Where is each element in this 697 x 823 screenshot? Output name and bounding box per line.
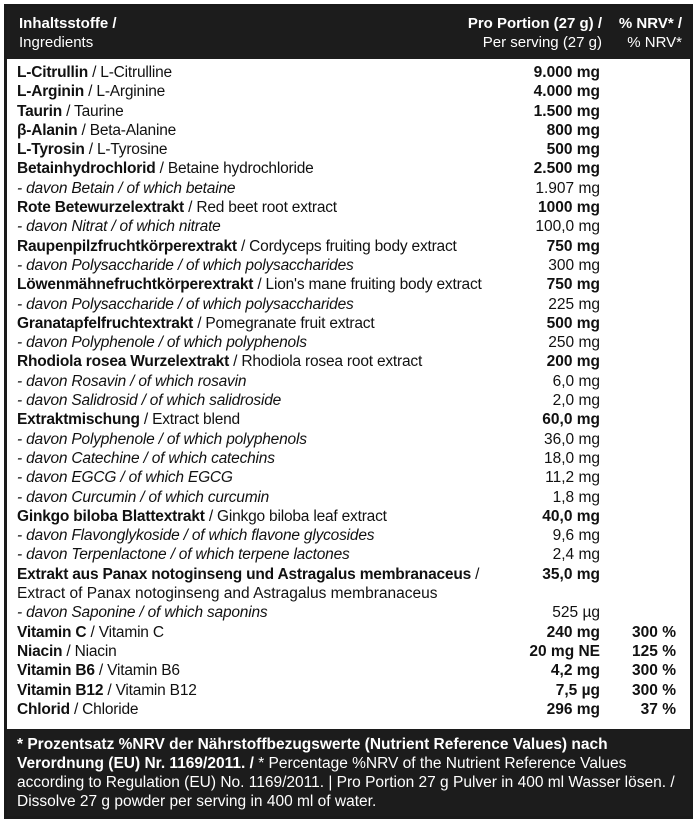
- table-row: [7, 410, 690, 429]
- ingredient-name: [17, 179, 235, 198]
- ingredient-name-de: Chlorid: [17, 700, 70, 718]
- amount-per-serving: 20 mg NE: [529, 642, 600, 660]
- name-separator: /: [471, 565, 480, 583]
- sub-ingredient-label: - davon Nitrat / of which nitrate: [17, 218, 221, 236]
- ingredient-name-en: / Taurine: [62, 102, 124, 120]
- sub-ingredient-label: - davon Rosavin / of which rosavin: [17, 372, 247, 390]
- ingredient-name-de: Rote Betewurzelextrakt: [17, 199, 185, 217]
- amount-per-serving: 500 mg: [546, 314, 600, 332]
- sub-ingredient-label: - davon Catechine / of which catechins: [17, 449, 275, 467]
- per-serving-header-en: Per serving (27 g): [482, 34, 602, 51]
- table-row: [7, 430, 690, 449]
- ingredient-name: [17, 661, 180, 680]
- amount-per-serving: 1000 mg: [537, 199, 600, 217]
- amount-per-serving: 250 mg: [548, 334, 600, 352]
- ingredient-name-en: / L-Tyrosine: [84, 141, 168, 159]
- per-serving-header-de: Pro Portion (27 g) /: [467, 15, 602, 32]
- ingredient-name-de: Vitamin B12: [17, 681, 104, 699]
- ingredient-name: [17, 140, 167, 159]
- ingredient-name-en: / Beta-Alanine: [77, 121, 177, 139]
- ingredient-name-en: / L-Arginine: [84, 83, 166, 101]
- ingredient-name: [17, 545, 350, 564]
- amount-per-serving: 6,0 mg: [552, 372, 600, 390]
- ingredient-name: [17, 507, 387, 526]
- ingredient-name: [17, 102, 124, 121]
- amount-per-serving: 2,0 mg: [552, 392, 600, 410]
- table-row: [7, 565, 690, 604]
- table-row: [7, 488, 690, 507]
- table-row: [7, 449, 690, 468]
- sub-ingredient-label: - davon Polysaccharide / of which polysaccharides: [17, 256, 354, 274]
- amount-per-serving: 100,0 mg: [535, 218, 600, 236]
- nrv-percent: 300 %: [632, 662, 676, 680]
- ingredient-name: [17, 488, 269, 507]
- ingredient-name-de: Raupenpilzfruchtkörperextrakt: [17, 237, 237, 255]
- amount-per-serving: 11,2 mg: [545, 469, 600, 487]
- table-row: [7, 661, 690, 680]
- ingredient-name: [17, 603, 267, 622]
- table-row: [7, 545, 690, 564]
- ingredient-name: [17, 468, 233, 487]
- amount-per-serving: 1.907 mg: [535, 179, 600, 197]
- ingredient-name-de: Extraktmischung: [17, 411, 140, 429]
- sub-ingredient-label: - davon Flavonglykoside / of which flavone glycosides: [17, 527, 375, 545]
- table-row: [7, 179, 690, 198]
- amount-per-serving: 200 mg: [546, 353, 600, 371]
- ingredient-name-en: / L-Citrulline: [87, 64, 172, 81]
- ingredient-name-en: Extract of Panax notoginseng and Astragalus membranaceus: [17, 585, 438, 603]
- amount-per-serving: 1.500 mg: [533, 102, 600, 120]
- ingredient-name: [17, 449, 275, 468]
- table-row: [7, 275, 690, 294]
- ingredient-name-en: / Chloride: [69, 700, 139, 718]
- nrv-percent: 300 %: [632, 623, 676, 641]
- amount-per-serving: 4.000 mg: [533, 83, 600, 101]
- amount-per-serving: 60,0 mg: [542, 411, 600, 429]
- ingredient-name: [17, 526, 374, 545]
- sub-ingredient-label: - davon Polyphenole / of which polyphenols: [17, 430, 307, 448]
- amount-per-serving: 40,0 mg: [542, 507, 600, 525]
- ingredient-name: [17, 275, 482, 294]
- ingredient-name-de: L-Citrullin: [17, 64, 88, 81]
- ingredient-name-de: Vitamin C: [17, 623, 87, 641]
- table-row: [7, 140, 690, 159]
- footnote-bold: * Prozentsatz %NRV der Nährstoffbezugswerte (Nutrient Reference Values) nach Verordnung (EU) Nr. 1169/2011. /: [17, 736, 608, 772]
- ingredient-name-en: / Extract blend: [139, 411, 240, 429]
- ingredient-name-de: Vitamin B6: [17, 662, 95, 680]
- amount-per-serving: 225 mg: [548, 295, 600, 313]
- sub-ingredient-label: - davon Saponine / of which saponins: [17, 604, 268, 622]
- sub-ingredient-label: - davon EGCG / of which EGCG: [17, 469, 233, 487]
- sub-ingredient-label: - davon Curcumin / of which curcumin: [17, 488, 270, 506]
- ingredient-name: [17, 314, 374, 333]
- ingredient-name-en: / Niacin: [62, 642, 117, 660]
- amount-per-serving: 300 mg: [548, 256, 600, 274]
- nrv-percent: 37 %: [640, 700, 676, 718]
- table-row: [7, 237, 690, 256]
- table-row: [7, 603, 690, 622]
- sub-ingredient-label: - davon Betain / of which betaine: [17, 179, 236, 197]
- ingredient-name: [17, 198, 337, 217]
- ingredient-name-de: Extrakt aus Panax notoginseng und Astragalus membranaceus: [17, 565, 472, 583]
- footnote: [7, 729, 690, 816]
- ingredient-name-en: / Betaine hydrochloride: [155, 160, 314, 178]
- amount-per-serving: 750 mg: [546, 276, 600, 294]
- table-row: [7, 217, 690, 236]
- sub-ingredient-label: - davon Polysaccharide / of which polysaccharides: [17, 295, 354, 313]
- ingredient-name-de: Taurin: [17, 102, 63, 120]
- table-header: [7, 7, 690, 59]
- ingredient-name-de: β-Alanin: [17, 121, 78, 139]
- ingredient-name: [17, 333, 307, 352]
- ingredient-name: [17, 63, 172, 82]
- ingredient-name-en: / Red beet root extract: [184, 199, 337, 217]
- amount-per-serving: 9,6 mg: [552, 527, 600, 545]
- nrv-header-en: % NRV*: [627, 34, 682, 51]
- ingredient-name: [17, 565, 479, 584]
- ingredient-name-de: Niacin: [17, 642, 63, 660]
- amount-per-serving: 18,0 mg: [543, 449, 600, 467]
- sub-ingredient-label: - davon Salidrosid / of which salidroside: [17, 392, 282, 410]
- ingredient-name-de: Löwenmähnefruchtkörperextrakt: [17, 276, 254, 294]
- ingredient-name-de: Betainhydrochlorid: [17, 160, 156, 178]
- ingredient-name: [17, 681, 197, 700]
- amount-per-serving: 240 mg: [546, 623, 600, 641]
- nrv-header: [619, 14, 682, 52]
- per-serving-header: [468, 14, 602, 52]
- nrv-header-de: % NRV* /: [618, 15, 682, 32]
- amount-per-serving: 500 mg: [546, 141, 600, 159]
- amount-per-serving: 2.500 mg: [533, 160, 600, 178]
- ingredients-header-de: Inhaltsstoffe /: [19, 15, 117, 32]
- table-row: [7, 352, 690, 371]
- table-row: [7, 391, 690, 410]
- amount-per-serving: 1,8 mg: [552, 488, 600, 506]
- table-row: [7, 468, 690, 487]
- table-row: [7, 314, 690, 333]
- ingredient-name: [17, 372, 246, 391]
- amount-per-serving: 800 mg: [546, 121, 600, 139]
- ingredient-name: [17, 121, 176, 140]
- ingredient-name: [17, 217, 221, 236]
- table-row: [7, 82, 690, 101]
- ingredient-name-en: / Vitamin B6: [94, 662, 180, 680]
- footnote-text: * Percentage %NRV of the Nutrient Reference Values according to Regulation (EU) No. 1169/2011. | Pro Portion 27 g Pulver in 400 ml Wasser lösen. / Dissolve 27 g powder per serving in 400 ml of water.: [17, 755, 675, 810]
- amount-per-serving: 9.000 mg: [533, 64, 600, 81]
- ingredient-name: [17, 623, 164, 642]
- table-row: [7, 623, 690, 642]
- table-row: [7, 333, 690, 352]
- ingredient-name-de: Rhodiola rosea Wurzelextrakt: [17, 353, 230, 371]
- ingredient-name: [17, 700, 138, 719]
- table-row: [7, 102, 690, 121]
- ingredient-name: [17, 410, 240, 429]
- table-row: [7, 700, 690, 719]
- ingredient-name-de: Granatapfelfruchtextrakt: [17, 314, 194, 332]
- ingredient-name: [17, 352, 422, 371]
- table-row: [7, 198, 690, 217]
- ingredient-rows: [7, 63, 690, 719]
- table-row: [7, 63, 690, 82]
- ingredient-name: [17, 391, 281, 410]
- table-row: [7, 372, 690, 391]
- ingredient-name-en: / Lion's mane fruiting body extract: [253, 276, 482, 294]
- ingredient-name-de: L-Tyrosin: [17, 141, 85, 159]
- table-row: [7, 256, 690, 275]
- table-row: [7, 642, 690, 661]
- ingredient-name: [17, 237, 457, 256]
- ingredient-name: [17, 642, 117, 661]
- amount-per-serving: 296 mg: [546, 700, 600, 718]
- table-row: [7, 507, 690, 526]
- amount-per-serving: 525 µg: [552, 604, 600, 622]
- ingredient-name: [17, 256, 354, 275]
- ingredient-name-en: / Vitamin C: [86, 623, 164, 641]
- ingredient-name-en: / Cordyceps fruiting body extract: [236, 237, 457, 255]
- table-row: [7, 159, 690, 178]
- table-row: [7, 681, 690, 700]
- nrv-percent: 125 %: [632, 642, 676, 660]
- table-row: [7, 295, 690, 314]
- sub-ingredient-label: - davon Polyphenole / of which polyphenols: [17, 334, 307, 352]
- amount-per-serving: 2,4 mg: [552, 546, 600, 564]
- ingredients-header-en: Ingredients: [19, 34, 94, 51]
- amount-per-serving: 35,0 mg: [542, 565, 600, 583]
- amount-per-serving: 4,2 mg: [550, 662, 600, 680]
- sub-ingredient-label: - davon Terpenlactone / of which terpene lactones: [17, 546, 350, 564]
- table-row: [7, 121, 690, 140]
- nutrition-table: [4, 4, 693, 819]
- ingredient-name-en: / Vitamin B12: [103, 681, 197, 699]
- nrv-percent: 300 %: [632, 681, 676, 699]
- amount-per-serving: 36,0 mg: [543, 430, 600, 448]
- ingredient-name: [17, 82, 165, 101]
- ingredient-name: [17, 295, 354, 314]
- ingredient-name: [17, 430, 307, 449]
- amount-per-serving: 750 mg: [546, 237, 600, 255]
- amount-per-serving: 7,5 µg: [555, 681, 600, 699]
- table-row: [7, 526, 690, 545]
- ingredients-header: [19, 14, 117, 52]
- ingredient-name-en: / Pomegranate fruit extract: [193, 314, 375, 332]
- ingredient-name-de: L-Arginin: [17, 83, 85, 101]
- ingredient-name: [17, 159, 314, 178]
- ingredient-name-de: Ginkgo biloba Blattextrakt: [17, 507, 205, 525]
- ingredient-name-en: / Ginkgo biloba leaf extract: [204, 507, 387, 525]
- ingredient-name-en: / Rhodiola rosea root extract: [229, 353, 423, 371]
